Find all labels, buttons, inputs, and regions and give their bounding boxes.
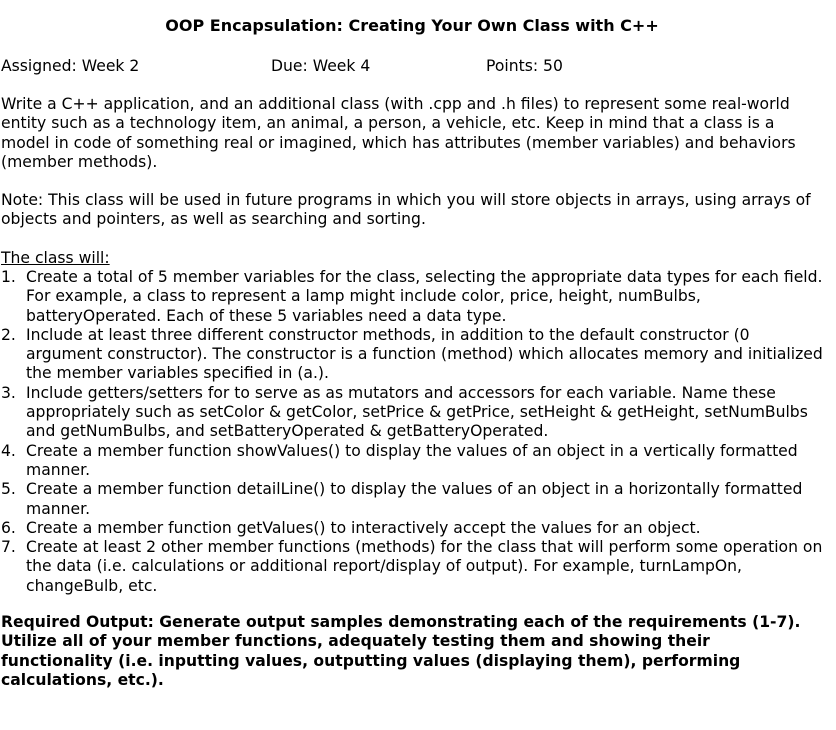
requirement-text: Create a total of 5 member variables for the class, selecting the appropriate data types for each field. For example, a class to represent a lamp might include color, price, height, numBulbs, batteryOperated. Each of these 5 variables need a data type. [26, 268, 823, 325]
requirement-item [1, 519, 823, 538]
requirements-heading: The class will: [1, 249, 110, 267]
requirement-number: 2. [1, 325, 16, 344]
due-week: Due: Week 4 [271, 57, 371, 75]
requirement-item [1, 268, 823, 326]
requirement-number: 7. [1, 538, 16, 557]
requirements-list [1, 268, 823, 596]
requirement-number: 3. [1, 383, 16, 402]
requirement-number: 4. [1, 441, 16, 460]
requirement-text: Create at least 2 other member functions (methods) for the class that will perform some operation on the data (i.e. calculations or additional report/display of output). For example, turnLampOn, changeBulb, etc. [26, 538, 823, 595]
assigned-week: Assigned: Week 2 [1, 57, 140, 75]
requirement-number: 6. [1, 518, 16, 537]
requirement-item [1, 442, 823, 481]
note-paragraph: Note: This class will be used in future programs in which you will store objects in arrays, using arrays of objects and pointers, as well as searching and sorting. [1, 191, 811, 229]
requirement-item [1, 384, 823, 442]
requirement-item [1, 538, 823, 596]
requirement-item [1, 480, 823, 519]
requirement-text: Create a member function showValues() to display the values of an object in a vertically formatted manner. [26, 441, 798, 479]
required-output-paragraph: Required Output: Generate output samples demonstrating each of the requirements (1-7). Utilize all of your member functions, adequately testing them and showing their functionality (i.e. inputting values, outputting values (displaying them), performing calculations, etc.). [1, 613, 801, 689]
points-value: Points: 50 [486, 57, 563, 75]
requirement-item [1, 326, 823, 384]
requirement-text: Create a member function detailLine() to display the values of an object in a horizontally formatted manner. [26, 480, 803, 518]
requirement-text: Include getters/setters for to serve as as mutators and accessors for each variable. Name these appropriately such as setColor & getColor, setPrice & getPrice, setHeight & getHeight, setNumBulbs and getNumBulbs, and setBatteryOperated & getBatteryOperated. [26, 383, 808, 441]
requirement-number: 1. [1, 268, 16, 286]
requirement-number: 5. [1, 480, 16, 499]
document-title: OOP Encapsulation: Creating Your Own Class with C++ [165, 16, 659, 35]
assignment-meta [1, 57, 831, 77]
requirement-text: Include at least three different constructor methods, in addition to the default constructor (0 argument constructor). The constructor is a function (method) which allocates memory and initialized the member variables specified in (a.). [26, 325, 823, 383]
intro-paragraph: Write a C++ application, and an additional class (with .cpp and .h files) to represent some real-world entity such as a technology item, an animal, a person, a vehicle, etc. Keep in mind that a class is a model in code of something real or imagined, which has attributes (member variables) and behaviors (member methods). [1, 95, 796, 171]
requirement-text: Create a member function getValues() to interactively accept the values for an object. [26, 518, 701, 537]
